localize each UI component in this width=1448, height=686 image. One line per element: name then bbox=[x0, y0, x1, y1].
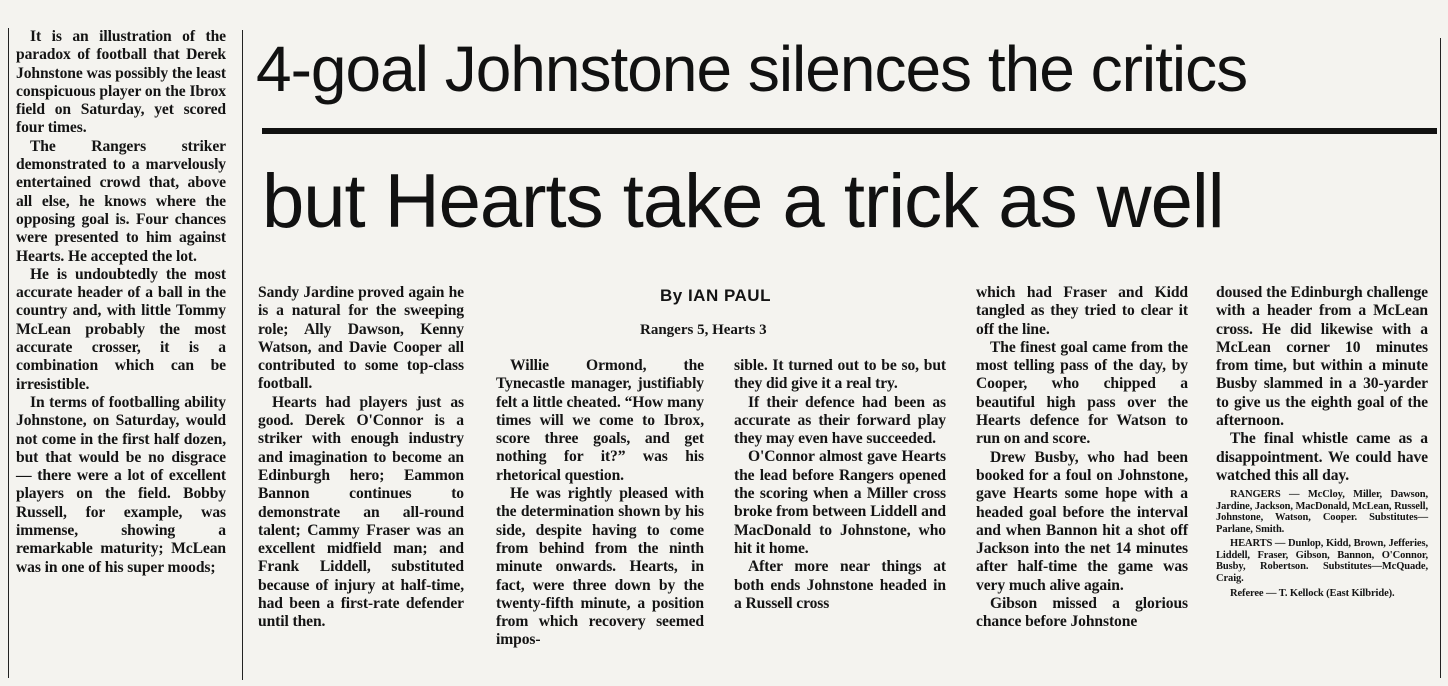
column-rule bbox=[242, 30, 243, 680]
column-rule bbox=[1440, 38, 1441, 678]
headline-line-1: 4-goal Johnstone silences the critics bbox=[256, 33, 1248, 105]
hearts-lineup: HEARTS — Dunlop, Kidd, Brown, Jefferies, Liddell, Fraser, Gibson, Bannon, O'Connor, Busby, Robertson. Substitutes—McQuade, Craig. bbox=[1216, 538, 1428, 584]
article-column-5 bbox=[976, 284, 1188, 632]
paragraph: It is an illustration of the paradox of football that Derek Johnstone was possibly the least conspicuous player on the Ibrox field on Saturday, yet scored four times. bbox=[16, 28, 226, 137]
article-column-4 bbox=[734, 357, 946, 613]
paragraph: O'Connor almost gave Hearts the lead before Rangers opened the scoring when a Miller cross broke from between Liddell and MacDonald to Johnstone, who hit it home. bbox=[734, 448, 946, 557]
headline-rule bbox=[262, 128, 1437, 134]
paragraph: He was rightly pleased with the determination shown by his side, despite having to come from behind from the ninth minute onwards. Hearts, in fact, were three down by the twenty-fifth minute, a position from which recovery seemed impos- bbox=[496, 485, 704, 649]
paragraph: Gibson missed a glorious chance before Johnstone bbox=[976, 595, 1188, 631]
article-column-1 bbox=[16, 28, 226, 577]
paragraph: Drew Busby, who had been booked for a foul on Johnstone, gave Hearts some hope with a headed goal before the interval and when Bannon hit a shot off Jackson into the net 14 minutes after half-time the game was very much alive again. bbox=[976, 448, 1188, 594]
paragraph: In terms of footballing ability Johnstone, on Saturday, would not come in the first half dozen, but that would be no disgrace — there were a lot of excellent players on the field. Bobby Russell, for example, was immense, showing a remarkable maturity; McLean was in one of his super moods; bbox=[16, 393, 226, 576]
paragraph: Willie Ormond, the Tynecastle manager, justifiably felt a little cheated. “How many times will we come to Ibrox, score three goals, and get nothing for it?” was his rhetorical question. bbox=[496, 357, 704, 484]
paragraph: The finest goal came from the most telling pass of the day, by Cooper, who chipped a beautiful high pass over the Hearts defence for Watson to run on and score. bbox=[976, 338, 1188, 448]
paragraph: Sandy Jardine proved again he is a natural for the sweeping role; Ally Dawson, Kenny Watson, and Davie Cooper all contributed to some top-class football. bbox=[258, 284, 464, 393]
paragraph: The Rangers striker demonstrated to a marvelously entertained crowd that, above all else, he knows where the opposing goal is. Four chances were presented to him against Hearts. He accepted the lot. bbox=[16, 137, 226, 265]
article-column-6 bbox=[1216, 284, 1428, 600]
paragraph: doused the Edinburgh challenge with a header from a McLean cross. He did likewise with a McLean corner 10 minutes from time, but within a minute Busby slammed in a 30-yarder to give us the eighth goal of the afternoon. bbox=[1216, 284, 1428, 430]
article-column-3 bbox=[496, 357, 704, 650]
paragraph: sible. It turned out to be so, but they did give it a real try. bbox=[734, 357, 946, 393]
byline: By IAN PAUL bbox=[660, 286, 771, 305]
article-column-2 bbox=[258, 284, 464, 632]
referee-line: Referee — T. Kellock (East Kilbride). bbox=[1230, 588, 1395, 600]
rangers-lineup: RANGERS — McCloy, Miller, Dawson, Jardine, Jackson, MacDonald, McLean, Russell, Johnstone, Watson, Cooper. Substitutes—Parlane, Smith. bbox=[1216, 489, 1428, 535]
column-rule bbox=[8, 28, 9, 678]
headline-line-2: but Hearts take a trick as well bbox=[262, 159, 1224, 244]
paragraph: The final whistle came as a disappointment. We could have watched this all day. bbox=[1216, 430, 1428, 484]
paragraph: which had Fraser and Kidd tangled as they tried to clear it off the line. bbox=[976, 284, 1188, 338]
score-line: Rangers 5, Hearts 3 bbox=[640, 322, 767, 338]
paragraph: If their defence had been as accurate as their forward play they may even have succeeded. bbox=[734, 393, 946, 448]
paragraph: After more near things at both ends Johnstone headed in a Russell cross bbox=[734, 558, 946, 612]
team-lineups bbox=[1216, 489, 1428, 600]
paragraph: He is undoubtedly the most accurate header of a ball in the country and, with little Tommy McLean probably the most accurate crosser, it is a combination which can be irresistible. bbox=[16, 265, 226, 393]
paragraph: Hearts had players just as good. Derek O'Connor is a striker with enough industry and imagination to become an Edinburgh hero; Eammon Bannon continues to demonstrate an all-round talent; Cammy Fraser was an excellent midfield man; and Frank Liddell, substituted because of injury at half-time, had been a first-rate defender until then. bbox=[258, 393, 464, 631]
